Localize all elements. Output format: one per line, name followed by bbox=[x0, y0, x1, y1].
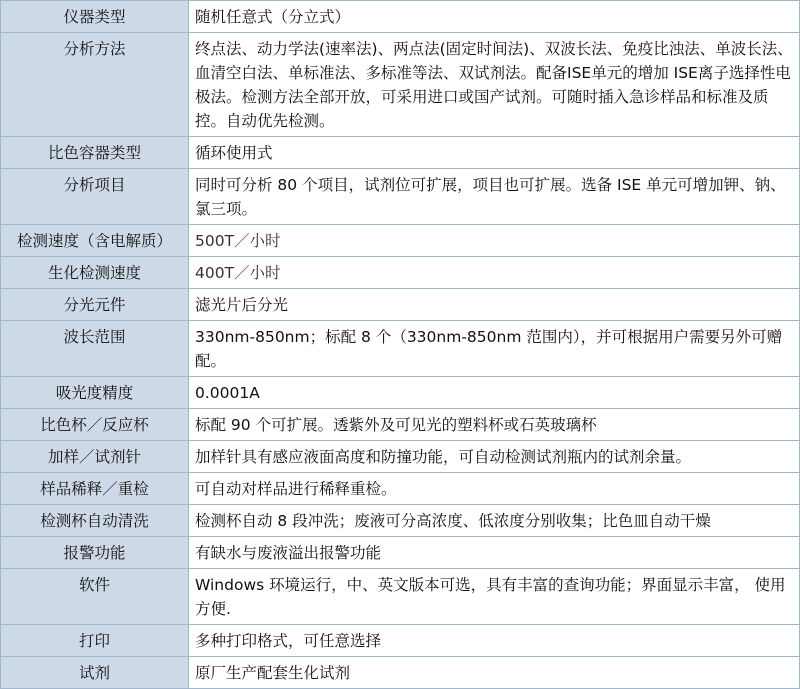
row-label: 分析方法 bbox=[1, 33, 189, 137]
table-row bbox=[1, 657, 800, 689]
table-row bbox=[1, 409, 800, 441]
row-label: 分光元件 bbox=[1, 289, 189, 321]
row-value: 0.0001A bbox=[189, 377, 800, 409]
row-label: 打印 bbox=[1, 625, 189, 657]
row-value: 同时可分析 80 个项目，试剂位可扩展，项目也可扩展。选备 ISE 单元可增加钾、钠、氯三项。 bbox=[189, 169, 800, 225]
row-label: 生化检测速度 bbox=[1, 257, 189, 289]
row-value: 终点法、动力学法(速率法)、两点法(固定时间法)、双波长法、免疫比浊法、单波长法、血清空白法、单标准法、多标准等法、双试剂法。配备ISE单元的增加 ISE离子选择性电极法。检测方法全部开放，可采用进口或国产试剂。可随时插入急诊样品和标准及质控。自动优先检测。 bbox=[189, 33, 800, 137]
table-row bbox=[1, 377, 800, 409]
row-label: 比色容器类型 bbox=[1, 137, 189, 169]
row-value: 330nm-850nm；标配 8 个（330nm-850nm 范围内），并可根据用户需要另外可赠配。 bbox=[189, 321, 800, 377]
table-row bbox=[1, 1, 800, 33]
table-row bbox=[1, 537, 800, 569]
row-value: 加样针具有感应液面高度和防撞功能，可自动检测试剂瓶内的试剂余量。 bbox=[189, 441, 800, 473]
table-row bbox=[1, 225, 800, 257]
row-label: 波长范围 bbox=[1, 321, 189, 377]
table-row bbox=[1, 441, 800, 473]
row-label: 软件 bbox=[1, 569, 189, 625]
row-value: 400T／小时 bbox=[189, 257, 800, 289]
table-row bbox=[1, 505, 800, 537]
row-value: 500T／小时 bbox=[189, 225, 800, 257]
row-value: 多种打印格式，可任意选择 bbox=[189, 625, 800, 657]
row-label: 报警功能 bbox=[1, 537, 189, 569]
row-label: 试剂 bbox=[1, 657, 189, 689]
row-label: 加样／试剂针 bbox=[1, 441, 189, 473]
row-value: 检测杯自动 8 段冲洗；废液可分高浓度、低浓度分别收集；比色皿自动干燥 bbox=[189, 505, 800, 537]
row-label: 分析项目 bbox=[1, 169, 189, 225]
row-value: 有缺水与废液溢出报警功能 bbox=[189, 537, 800, 569]
table-row bbox=[1, 289, 800, 321]
row-value: 滤光片后分光 bbox=[189, 289, 800, 321]
row-label: 检测速度（含电解质） bbox=[1, 225, 189, 257]
row-label: 吸光度精度 bbox=[1, 377, 189, 409]
row-label: 样品稀释／重检 bbox=[1, 473, 189, 505]
row-value: 原厂生产配套生化试剂 bbox=[189, 657, 800, 689]
row-value: 可自动对样品进行稀释重检。 bbox=[189, 473, 800, 505]
table-row bbox=[1, 257, 800, 289]
row-label: 比色杯／反应杯 bbox=[1, 409, 189, 441]
row-label: 仪器类型 bbox=[1, 1, 189, 33]
row-label: 检测杯自动清洗 bbox=[1, 505, 189, 537]
table-row bbox=[1, 625, 800, 657]
table-row bbox=[1, 137, 800, 169]
table-row bbox=[1, 473, 800, 505]
row-value: 随机任意式（分立式） bbox=[189, 1, 800, 33]
row-value: 标配 90 个可扩展。透紫外及可见光的塑料杯或石英玻璃杯 bbox=[189, 409, 800, 441]
table-row bbox=[1, 33, 800, 137]
table-row bbox=[1, 569, 800, 625]
row-value: 循环使用式 bbox=[189, 137, 800, 169]
table-row bbox=[1, 321, 800, 377]
row-value: Windows 环境运行，中、英文版本可选，具有丰富的查询功能；界面显示丰富， 使用方便. bbox=[189, 569, 800, 625]
table-row bbox=[1, 169, 800, 225]
